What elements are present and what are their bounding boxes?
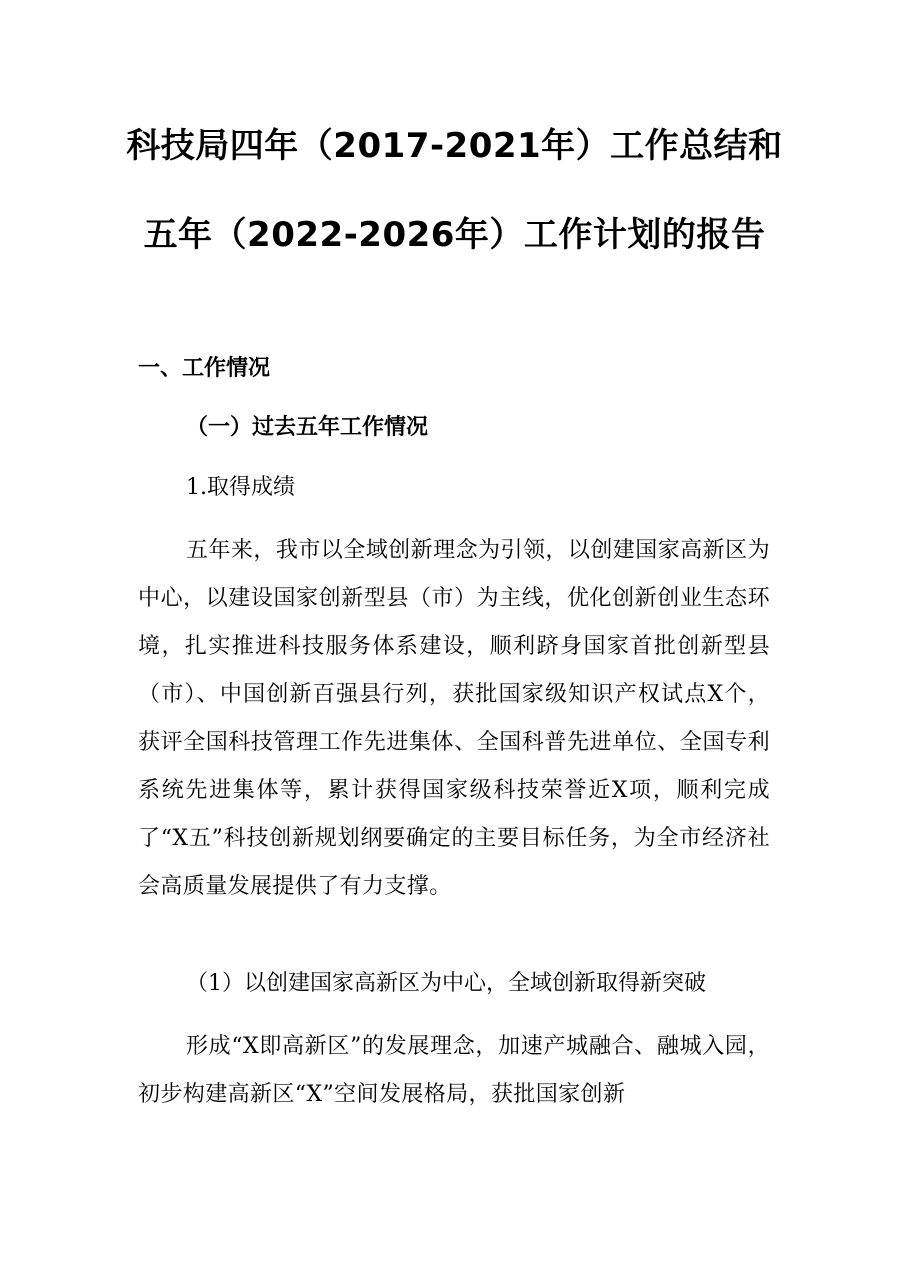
subsection-heading: （一）过去五年工作情况 [186, 415, 429, 440]
body-paragraph: 五年来，我市以全域创新理念为引领，以创建国家高新区为中心，以建设国家创新型县（市）为主线，优化创新创业生态环境，扎实推进科技服务体系建设，顺利跻身国家首批创新型县（市）、中国创新百强县行列，获批国家级知识产权试点X个，获评全国科技管理工作先进集体、全国科普先进单位、全国专利系统先进集体等，累计获得国家级科技荣誉近X项，顺利完成了“X五”科技创新规划纲要确定的主要目标任务，为全市经济社会高质量发展提供了有力支撑。 [138, 538, 770, 899]
point-heading: （1）以创建国家高新区为中心，全域创新取得新突破 [186, 971, 706, 996]
body-paragraph-continued: 形成“X即高新区”的发展理念，加速产城融合、融城入园，初步构建高新区“X”空间发展格局，获批国家创新 [138, 1034, 770, 1107]
section-heading: 一、工作情况 [138, 356, 271, 381]
document-title-line-1: 科技局四年（2017-2021年）工作总结和 [126, 126, 783, 166]
document-title-line-2: 五年（2022-2026年）工作计划的报告 [143, 215, 766, 255]
item-heading: 1.取得成绩 [186, 475, 295, 500]
